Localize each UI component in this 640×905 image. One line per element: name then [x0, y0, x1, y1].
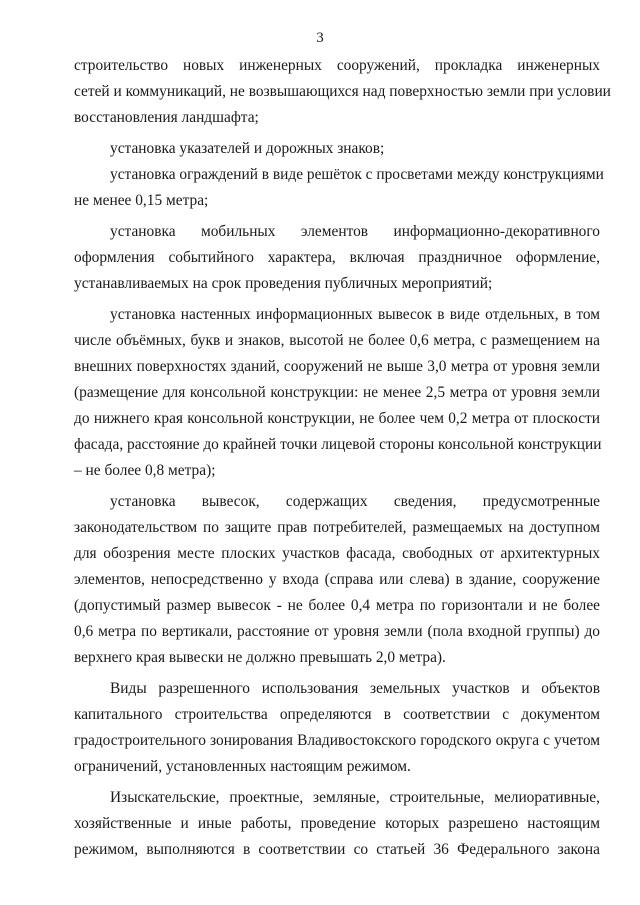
text-line: оформления событийного характера, включая праздничное оформление, [74, 249, 600, 266]
page-number: 3 [316, 30, 324, 46]
text-line: Изыскательские, проектные, земляные, строительные, мелиоративные, [110, 789, 600, 806]
text-line: элементов, непосредственно у входа (справа или слева) в здание, сооружение [74, 571, 600, 588]
text-line: для обозрения месте плоских участков фасада, свободных от архитектурных [74, 545, 600, 562]
text-line: (допустимый размер вывесок - не более 0,4 метра по горизонтали и не более [74, 597, 600, 614]
text-line: установка настенных информационных вывесок в виде отдельных, в том [110, 306, 600, 323]
text-line: установка мобильных элементов информационно-декоративного [110, 223, 600, 240]
text-line: режимом, выполняются в соответствии со статьей 36 Федерального закона [74, 841, 600, 858]
text-line: восстановления ландшафта; [74, 109, 259, 126]
text-line: 0,6 метра по вертикали, расстояние от уровня земли (пола входной группы) до [74, 623, 600, 640]
text-line: (размещение для консольной конструкции: не менее 2,5 метра от уровня земли [74, 384, 600, 401]
text-line: установка вывесок, содержащих сведения, предусмотренные [110, 493, 600, 510]
text-line: фасада, расстояние до крайней точки лицевой стороны консольной конструкции [74, 436, 602, 453]
text-line: сетей и коммуникаций, не возвышающихся над поверхностью земли при условии [74, 83, 611, 100]
text-line: верхнего края вывески не должно превышать 2,0 метра). [74, 649, 446, 666]
text-line: установка указателей и дорожных знаков; [110, 140, 385, 157]
text-line: Виды разрешенного использования земельных участков и объектов [110, 680, 600, 697]
text-line: внешних поверхностях зданий, сооружений не выше 3,0 метра от уровня земли [74, 358, 600, 375]
text-line: капитального строительства определяются в соответствии с документом [74, 706, 600, 723]
text-line: законодательством по защите прав потребителей, размещаемых на доступном [74, 519, 600, 536]
text-line: числе объёмных, букв и знаков, высотой не более 0,6 метра, с размещением на [74, 332, 600, 349]
text-line: хозяйственные и иные работы, проведение которых разрешено настоящим [74, 815, 600, 832]
text-line: – не более 0,8 метра); [74, 462, 216, 479]
text-line: до нижнего края консольной конструкции, не более чем 0,2 метра от плоскости [74, 410, 600, 427]
text-line: устанавливаемых на срок проведения публичных мероприятий; [74, 275, 493, 292]
text-line: строительство новых инженерных сооружений, прокладка инженерных [74, 57, 600, 74]
text-line: не менее 0,15 метра; [74, 192, 209, 209]
text-line: установка ограждений в виде решёток с просветами между конструкциями [110, 166, 604, 183]
text-line: градостроительного зонирования Владивостокского городского округа с учетом [74, 732, 600, 749]
text-line: ограничений, установленных настоящим режимом. [74, 758, 411, 775]
